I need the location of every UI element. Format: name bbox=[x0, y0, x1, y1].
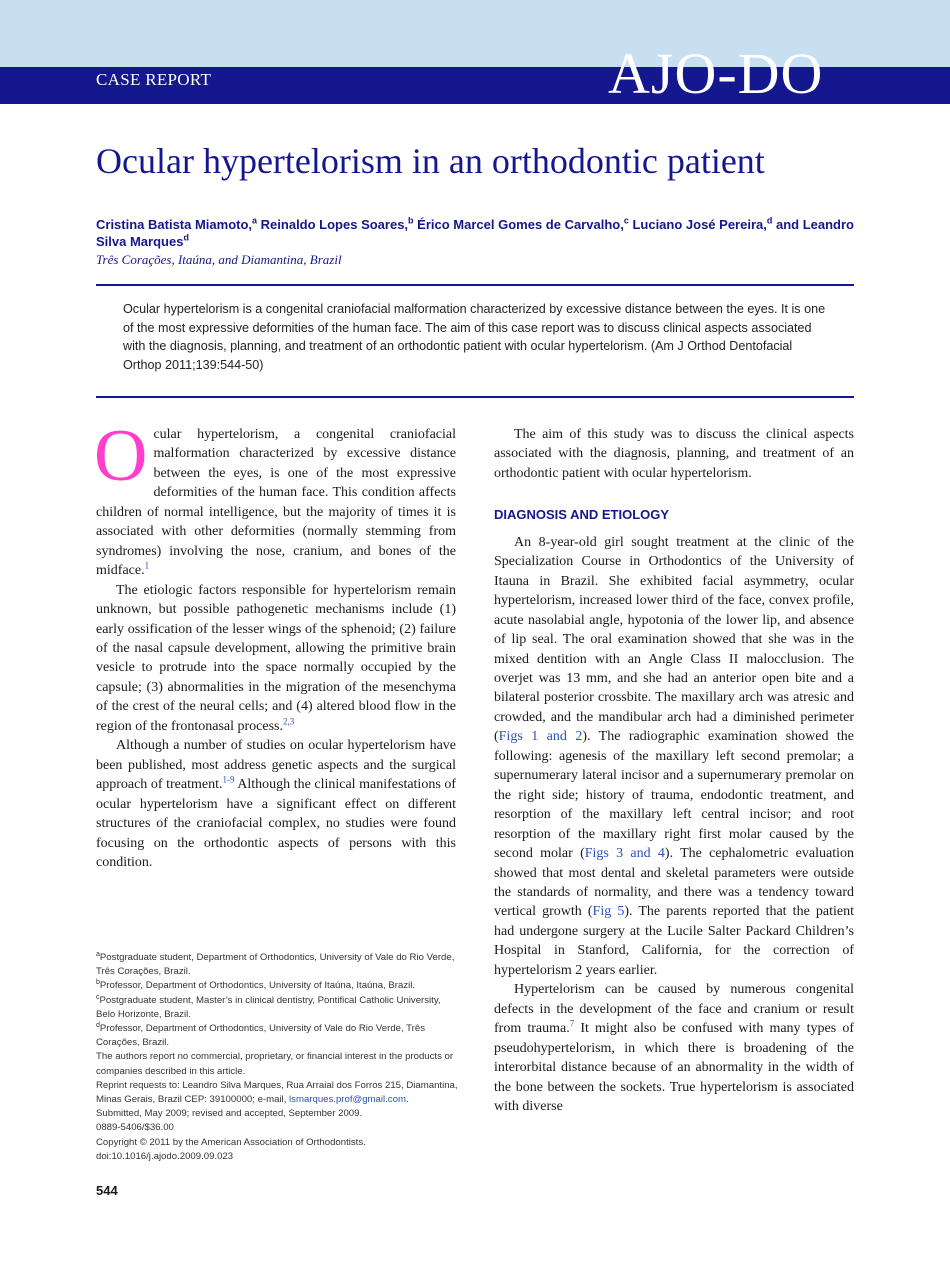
author-sup: b bbox=[408, 215, 414, 226]
figure-link[interactable]: Fig 5 bbox=[592, 904, 625, 920]
paragraph bbox=[96, 581, 456, 737]
author-name: and Leandro Silva Marques bbox=[96, 217, 854, 249]
citation-link[interactable]: 2,3 bbox=[283, 716, 295, 727]
reprint-text: . bbox=[405, 1094, 409, 1106]
author-sup: d bbox=[183, 232, 189, 243]
abstract: Ocular hypertelorism is a congenital craniofacial malformation characterized by excessive distance between the eyes. It is one of the most expressive deformities of the human face. The aim of this case report was to discuss clinical aspects associated with the diagnosis, planning, and treatment of an orthodontic patient with ocular hypertelorism. (Am J Orthod Dentofacial Orthop 2011;139:544-50) bbox=[123, 302, 826, 372]
reprint-request bbox=[96, 1079, 458, 1107]
citation-link[interactable]: 7 bbox=[569, 1018, 575, 1029]
section-heading: DIAGNOSIS AND ETIOLOGY bbox=[494, 507, 670, 523]
doi: doi:10.1016/j.ajodo.2009.09.023 bbox=[96, 1150, 234, 1162]
footnote-text: Postgraduate student, Master’s in clinical dentistry, Pontifical Catholic University, Belo Horizonte, Brazil. bbox=[96, 994, 441, 1020]
journal-logo: AJO-DO bbox=[608, 44, 824, 104]
footnote bbox=[96, 994, 458, 1022]
footnote bbox=[96, 979, 458, 993]
paragraph-text: It might also be confused with many types of pseudohypertelorism, in which there is broadening of the interorbital distance because of an abnormality in the width of the bone between the sockets. True hypertelorism is associated with diverse bbox=[494, 1021, 854, 1114]
paragraph-text: ). The radiographic examination showed the following: agenesis of the maxillary left second premolar; a supernumerary lateral incisor and a supernumerary premolar on the right side; history of trauma, endodontic treatment, and resorption of the maxillary left central incisor; and root resorption of the maxillary right first molar caused by the second molar ( bbox=[494, 729, 855, 862]
author-name: Érico Marcel Gomes de Carvalho, bbox=[417, 217, 624, 232]
disclosure: The authors report no commercial, proprietary, or financial interest in the products or companies described in this article. bbox=[96, 1051, 454, 1077]
paragraph bbox=[94, 415, 456, 581]
author-sup: d bbox=[766, 215, 773, 226]
footnote bbox=[96, 1022, 458, 1050]
submission-dates: Submitted, May 2009; revised and accepted, September 2009. bbox=[96, 1108, 363, 1120]
divider-top bbox=[96, 284, 854, 286]
paragraph-text: An 8-year-old girl sought treatment at the clinic of the Specialization Course in Orthodontics of the University of Itauna in Brazil. She exhibited facial asymmetry, ocular hypertelorism, increased lower third of the face, convex profile, acute nasolabial angle, hypotonia of the lower lip, and absence of lip seal. The oral examination showed that she was in the mixed dentition with an Angle Class II malocclusion. The overjet was 13 mm, and she had an anterior open bite and a bilateral posterior crossbite. The maxillary arch was atresic and crowded, and the mandibular arch had a diminished perimeter ( bbox=[494, 534, 854, 745]
paragraph bbox=[494, 425, 854, 483]
footnote-text: Professor, Department of Orthodontics, University of Itaúna, Itaúna, Brazil. bbox=[99, 980, 416, 992]
section-label: CASE REPORT bbox=[96, 70, 212, 89]
paragraph-text: Hypertelorism can be caused by numerous congenital defects in the development of the face and cranium or result from trauma. bbox=[494, 982, 854, 1037]
figure-link[interactable]: Figs 1 and 2 bbox=[498, 729, 583, 745]
issn: 0889-5406/$36.00 bbox=[96, 1122, 174, 1134]
reprint-text: Reprint requests to: Leandro Silva Marques, Rua Arraial dos Forros 215, Diamantina, Minas Gerais, Brazil CEP: 39100000; e-mail, bbox=[96, 1079, 458, 1106]
column-right bbox=[494, 425, 854, 1116]
author-list bbox=[96, 216, 856, 250]
author-sup: c bbox=[623, 215, 629, 226]
drop-cap: O bbox=[94, 415, 148, 497]
paragraph-text: cular hypertelorism, a congenital craniofacial malformation characterized by excessive distance between the eyes, is one of the most expressive deformities of the human face. This condition affects children of normal intelligence, but the majority of times it is associated with other deformities (normally stemming from syndromes) involving the nose, cranium, and bones of the midface. bbox=[96, 427, 456, 579]
paragraph-text: Although a number of studies on ocular hypertelorism have been published, most address genetic aspects and the surgical approach of treatment. bbox=[96, 738, 456, 793]
author-name: Luciano José Pereira, bbox=[632, 217, 767, 232]
paragraph bbox=[96, 736, 456, 872]
footnote-text: Postgraduate student, Department of Orthodontics, University of Vale do Rio Verde, Três Corações, Brazil. bbox=[96, 952, 455, 978]
email-link[interactable]: lsmarques.prof@gmail.com bbox=[289, 1094, 406, 1106]
paragraph-text: Although the clinical manifestations of ocular hypertelorism have a significant effect on different structures of the craniofacial complex, no studies were found focusing on the orthodontic aspects of persons with this condition. bbox=[96, 777, 456, 870]
author-sup: a bbox=[252, 215, 258, 226]
article-title: Ocular hypertelorism in an orthodontic patient bbox=[96, 141, 765, 181]
footnotes bbox=[96, 951, 458, 1164]
author-name: Cristina Batista Miamoto, bbox=[96, 217, 253, 232]
page-number: 544 bbox=[96, 1183, 118, 1198]
paragraph-text: ). The parents reported that the patient had undergone surgery at the Lucile Salter Packard Children’s Hospital in Stanford, California, for the correction of hypertelorism 2 years earlier. bbox=[494, 904, 855, 978]
footnote-sup: a bbox=[96, 950, 100, 958]
paragraph-text: ). The cephalometric evaluation showed that most dental and skeletal parameters were outside the standards of normality, and there was a tendency toward vertical growth ( bbox=[494, 846, 854, 920]
paragraph-text: The etiologic factors responsible for hypertelorism remain unknown, but possible pathogenetic mechanisms include (1) early ossification of the lesser wings of the sphenoid; (2) failure of the nasal capsule development, allowing the primitive brain vesicle to protrude into the space normally occupied by the capsule; (3) abnormalities in the migration of the mesenchyma of the crest of the neural cells; and (4) altered blood flow in the region of the frontonasal process. bbox=[96, 582, 456, 734]
paragraph-text: The aim of this study was to discuss the clinical aspects associated with the diagnosis, planning, and treatment of an orthodontic patient with ocular hypertelorism. bbox=[494, 427, 854, 481]
citation-link[interactable]: 1 bbox=[144, 560, 150, 571]
author-name: Reinaldo Lopes Soares, bbox=[260, 217, 409, 232]
footnote bbox=[96, 951, 458, 979]
footnote-sup: d bbox=[96, 1021, 100, 1029]
footnote-sup: b bbox=[96, 979, 100, 987]
copyright: Copyright © 2011 by the American Association of Orthodontists. bbox=[96, 1136, 366, 1148]
divider-bottom bbox=[96, 396, 854, 398]
column-left bbox=[94, 415, 456, 872]
footnote-sup: c bbox=[96, 993, 100, 1001]
citation-link[interactable]: 1-9 bbox=[222, 774, 235, 785]
footnote-text: Professor, Department of Orthodontics, University of Vale do Rio Verde, Três Corações, Brazil. bbox=[96, 1023, 425, 1049]
affiliation: Três Corações, Itaúna, and Diamantina, Brazil bbox=[96, 252, 342, 267]
figure-link[interactable]: Figs 3 and 4 bbox=[584, 846, 665, 862]
paragraph bbox=[494, 980, 854, 1116]
paragraph bbox=[494, 533, 854, 980]
